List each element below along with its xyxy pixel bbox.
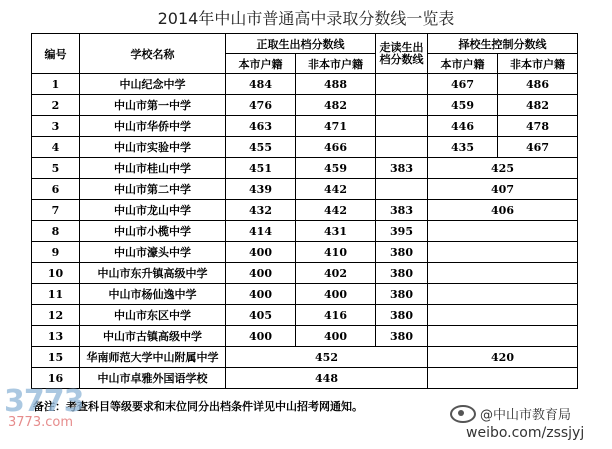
day-student-score [376,116,428,137]
formal-score-local: 455 [226,137,296,158]
weibo-watermark [450,404,571,423]
weibo-url: weibo.com/zssjyj [466,425,585,441]
day-student-score: 380 [376,305,428,326]
school-name: 中山市第一中学 [80,95,226,116]
formal-score-nonlocal: 410 [296,242,376,263]
select-score-merged: 406 [428,200,578,221]
select-score-empty [428,326,578,347]
row-number: 9 [32,242,80,263]
select-score-empty [428,221,578,242]
header-number: 编号 [32,34,80,74]
school-name: 中山市第二中学 [80,179,226,200]
table-row [32,347,578,368]
row-number: 4 [32,137,80,158]
header-formal-local: 本市户籍 [226,54,296,74]
formal-score-local: 451 [226,158,296,179]
table-row [32,137,578,158]
school-name: 中山市东区中学 [80,305,226,326]
formal-score-local: 400 [226,284,296,305]
formal-score-merged: 452 [226,347,428,368]
day-student-score [376,179,428,200]
school-name: 中山市小榄中学 [80,221,226,242]
select-score-merged: 420 [428,347,578,368]
table-row [32,221,578,242]
formal-score-local: 400 [226,263,296,284]
school-name: 中山市实验中学 [80,137,226,158]
table-row [32,368,578,389]
school-name: 中山市桂山中学 [80,158,226,179]
select-score-empty [428,242,578,263]
day-student-score: 383 [376,158,428,179]
school-name: 华南师范大学中山附属中学 [80,347,226,368]
school-name: 中山市濠头中学 [80,242,226,263]
day-student-score: 395 [376,221,428,242]
row-number: 10 [32,263,80,284]
formal-score-merged: 448 [226,368,428,389]
table-row [32,158,578,179]
header-select-nonlocal: 非本市户籍 [498,54,578,74]
select-score-local: 467 [428,74,498,95]
formal-score-nonlocal: 431 [296,221,376,242]
day-student-score: 383 [376,200,428,221]
weibo-eye-icon [450,405,476,423]
school-name: 中山市杨仙逸中学 [80,284,226,305]
day-student-score [376,95,428,116]
header-formal: 正取生出档分数线 [226,34,376,54]
header-select-local: 本市户籍 [428,54,498,74]
formal-score-local: 400 [226,242,296,263]
select-score-local: 459 [428,95,498,116]
formal-score-nonlocal: 459 [296,158,376,179]
formal-score-local: 439 [226,179,296,200]
row-number: 6 [32,179,80,200]
day-student-score [376,137,428,158]
footnote: 备注：考查科目等级要求和末位同分出档条件详见中山招考网通知。 [33,400,363,413]
table-row [32,242,578,263]
select-score-nonlocal: 486 [498,74,578,95]
row-number: 2 [32,95,80,116]
select-score-empty [428,263,578,284]
select-score-nonlocal: 467 [498,137,578,158]
formal-score-local: 432 [226,200,296,221]
day-student-score: 380 [376,326,428,347]
school-name: 中山市卓雅外国语学校 [80,368,226,389]
select-score-empty [428,305,578,326]
select-score-local: 446 [428,116,498,137]
formal-score-nonlocal: 402 [296,263,376,284]
row-number: 15 [32,347,80,368]
table-row [32,263,578,284]
day-student-score: 380 [376,242,428,263]
formal-score-local: 484 [226,74,296,95]
formal-score-nonlocal: 400 [296,326,376,347]
row-number: 11 [32,284,80,305]
table-row [32,305,578,326]
row-number: 12 [32,305,80,326]
formal-score-nonlocal: 488 [296,74,376,95]
row-number: 1 [32,74,80,95]
table-row [32,95,578,116]
formal-score-nonlocal: 482 [296,95,376,116]
formal-score-local: 400 [226,326,296,347]
weibo-name: @中山市教育局 [480,408,572,423]
site-logo-watermark: 3773 [4,384,84,419]
formal-score-nonlocal: 471 [296,116,376,137]
header-formal-nonlocal: 非本市户籍 [296,54,376,74]
formal-score-nonlocal: 400 [296,284,376,305]
site-url-watermark: 3773.com [8,415,73,430]
select-score-nonlocal: 482 [498,95,578,116]
row-number: 3 [32,116,80,137]
table-row [32,326,578,347]
row-number: 16 [32,368,80,389]
day-student-score [376,74,428,95]
table-row [32,200,578,221]
row-number: 8 [32,221,80,242]
formal-score-nonlocal: 442 [296,179,376,200]
formal-score-nonlocal: 466 [296,137,376,158]
select-score-empty [428,284,578,305]
table-row [32,179,578,200]
formal-score-local: 476 [226,95,296,116]
school-name: 中山市古镇高级中学 [80,326,226,347]
formal-score-nonlocal: 442 [296,200,376,221]
header-select: 择校生控制分数线 [428,34,578,54]
formal-score-local: 405 [226,305,296,326]
select-score-local: 435 [428,137,498,158]
day-student-score: 380 [376,263,428,284]
select-score-merged: 425 [428,158,578,179]
page-title: 2014年中山市普通高中录取分数线一览表 [157,9,455,28]
formal-score-local: 463 [226,116,296,137]
header-school: 学校名称 [80,34,226,74]
table-row [32,74,578,95]
select-score-merged: 407 [428,179,578,200]
school-name: 中山纪念中学 [80,74,226,95]
table-row [32,116,578,137]
school-name: 中山市华侨中学 [80,116,226,137]
score-table [31,33,578,389]
row-number: 13 [32,326,80,347]
day-student-score: 380 [376,284,428,305]
select-score-nonlocal: 478 [498,116,578,137]
school-name: 中山市龙山中学 [80,200,226,221]
select-score-empty [428,368,578,389]
row-number: 5 [32,158,80,179]
formal-score-local: 414 [226,221,296,242]
header-day: 走读生出档分数线 [376,34,428,74]
school-name: 中山市东升镇高级中学 [80,263,226,284]
table-row [32,284,578,305]
row-number: 7 [32,200,80,221]
formal-score-nonlocal: 416 [296,305,376,326]
